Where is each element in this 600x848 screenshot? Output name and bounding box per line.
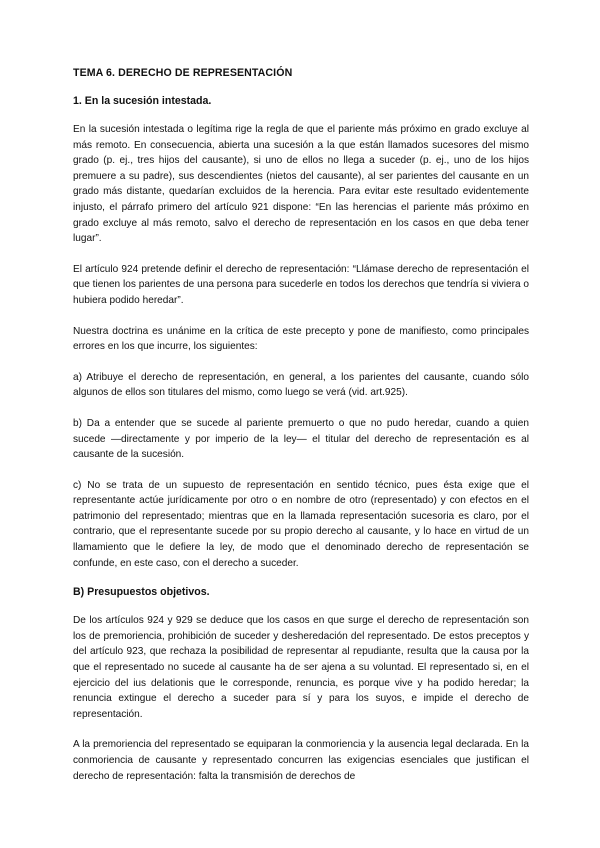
document-title: TEMA 6. DERECHO DE REPRESENTACIÓN [73,67,293,79]
paragraph-articles-924-929: De los artículos 924 y 929 se deduce que los casos en que surge el derecho de representación son los de premoriencia, prohibición de suceder y desheredación del representado. De estos preceptos y del artículo 923, que rechaza la posibilidad de representar al repudiante, resulta que la causa por la que el representado no sucede al causante ha de ser ajena a su voluntad. El representado si, en el ejercicio del ius delationis que le corresponde, renuncia, es porque vive y ha podido heredar; la renuncia extingue el derecho a suceder para sí y para los suyos, e impide el derecho de representación. [73,615,529,720]
paragraph-intestate-rule: En la sucesión intestada o legítima rige la regla de que el pariente más próximo en grado excluye al más remoto. En consecuencia, abierta una sucesión a la que están llamados sucesores del mismo grado (p. ej., tres hijos del causante), si uno de ellos no llega a suceder (p. ej., uno de los hijos premuere a su padre), sus descendientes (nietos del causante), al ser parientes del causante en un grado más distante, quedarían excluidos de la herencia. Para evitar este resultado evidentemente injusto, el párrafo primero del artículo 921 dispone: “En las herencias el pariente más próximo en grado excluye al más remoto, salvo el derecho de representación en los casos en que deba tener lugar”. [73,124,529,245]
paragraph-article-924: El artículo 924 pretende definir el derecho de representación: “Llámase derecho de representación el que tienen los parientes de una persona para sucederle en todos los derechos que tendría si viviera o hubiera podido heredar”. [73,263,529,306]
paragraph-error-a: a) Atribuye el derecho de representación, en general, a los parientes del causante, cuando sólo algunos de ellos son titulares del mismo, como luego se verá (vid. art.925). [73,371,529,399]
paragraph-error-b: b) Da a entender que se sucede al pariente premuerto o que no pudo heredar, cuando a quien sucede —directamente y por imperio de la ley— el titular del derecho de representación es al causante de la sucesión. [73,417,529,461]
paragraph-doctrine-critique: Nuestra doctrina es unánime en la crítica de este precepto y pone de manifiesto, como principales errores en los que incurre, los siguientes: [73,325,529,353]
section-heading-intestate: 1. En la sucesión intestada. [73,95,212,107]
paragraph-error-c: c) No se trata de un supuesto de representación en sentido técnico, pues ésta exige que el representante actúe jurídicamente por otro o en nombre de otro (representado) y con efectos en el patrimonio del representado; mientras que en la llamada representación sucesoria es claro, por el contrario, que el representante sucede por su propio derecho al causante, y lo hace en virtud de un llamamiento que le defiere la ley, de modo que el denominado derecho de representación se confunde, en este caso, con el derecho a suceder. [73,479,529,569]
section-heading-objective-requirements: B) Presupuestos objetivos. [73,586,210,599]
paragraph-premoriencia: A la premoriencia del representado se equiparan la conmoriencia y la ausencia legal declarada. En la conmoriencia de causante y representado concurren las exigencias esenciales que justifican el derecho de representación: falta la transmisión de derechos de [73,739,529,782]
document-page [73,66,529,799]
